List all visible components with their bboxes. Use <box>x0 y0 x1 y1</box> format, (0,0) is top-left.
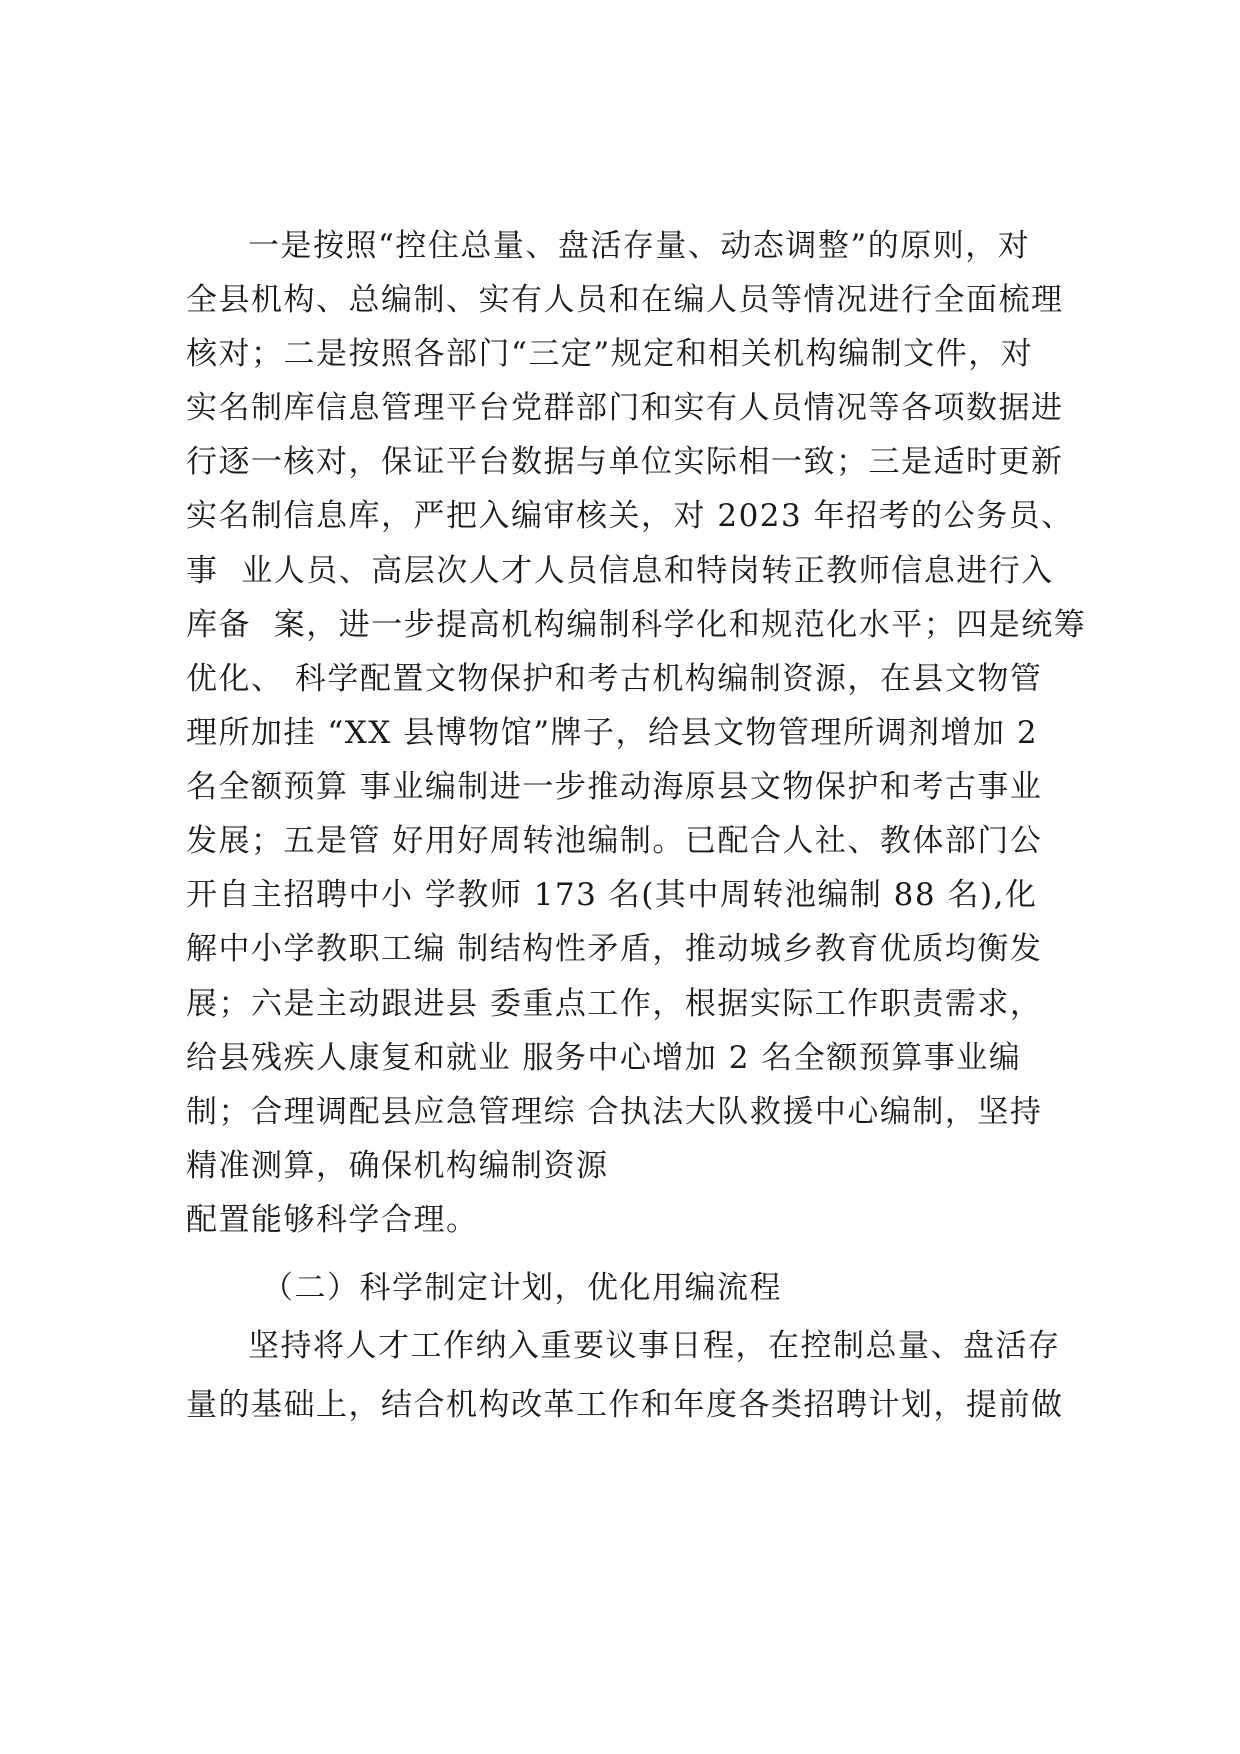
paragraph1-line-5: 行逐一核对，保证平台数据与单位实际相一致；三是适时更新 <box>186 444 1064 480</box>
paragraph1-line-2: 全县机构、总编制、实有人员和在编人员等情况进行全面梳理 <box>186 282 1064 318</box>
section-heading: （二）科学制定计划，优化用编流程 <box>262 1270 782 1306</box>
paragraph1-line-12: 发展；五是管 好用好周转池编制。已配合人社、教体部门公 <box>186 823 1043 859</box>
paragraph2-line-2: 量的基础上，结合机构改革工作和年度各类招聘计划，提前做 <box>186 1387 1064 1423</box>
paragraph1-line-18: 精准测算，确保机构编制资源 <box>186 1148 609 1184</box>
paragraph1-line-3: 核对；二是按照各部门“三定”规定和相关机构编制文件，对 <box>186 336 1034 372</box>
paragraph1-line-16: 给县残疾人康复和就业 服务中心增加 2 名全额预算事业编 <box>186 1040 1022 1076</box>
paragraph1-line-11: 名全额预算 事业编制进一步推动海原县文物保护和考古事业 <box>186 769 1043 805</box>
paragraph1-line-9: 优化、 科学配置文物保护和考古机构编制资源，在县文物管 <box>186 661 1043 697</box>
paragraph1-line-15: 展；六是主动跟进县 委重点工作，根据实际工作职责需求， <box>186 986 1043 1022</box>
paragraph1-line-10: 理所加挂 “XX 县博物馆”牌子，给县文物管理所调剂增加 2 <box>186 715 1039 751</box>
paragraph1-line-6: 实名制信息库，严把入编审核关，对 2023 年招考的公务员、 <box>186 498 1074 534</box>
paragraph1-line-19: 配置能够科学合理。 <box>186 1202 479 1238</box>
paragraph1-line-4: 实名制库信息管理平台党群部门和实有人员情况等各项数据进 <box>186 390 1064 426</box>
paragraph1-line-8: 库备 案，进一步提高机构编制科学化和规范化水平；四是统筹 <box>186 607 1087 643</box>
paragraph2-line-1: 坚持将人才工作纳入重要议事日程，在控制总量、盘活存 <box>248 1328 1061 1364</box>
paragraph1-line-14: 解中小学教职工编 制结构性矛盾，推动城乡教育优质均衡发 <box>186 931 1043 967</box>
paragraph1-line-1: 一是按照“控住总量、盘活存量、动态调整”的原则，对 <box>248 228 1031 264</box>
paragraph1-line-17: 制；合理调配县应急管理综 合执法大队救援中心编制，坚持 <box>186 1094 1043 1130</box>
paragraph1-line-7: 事 业人员、高层次人才人员信息和特岗转正教师信息进行入 <box>186 553 1054 589</box>
paragraph1-line-13: 开自主招聘中小 学教师 173 名(其中周转池编制 88 名),化 <box>186 877 1038 913</box>
